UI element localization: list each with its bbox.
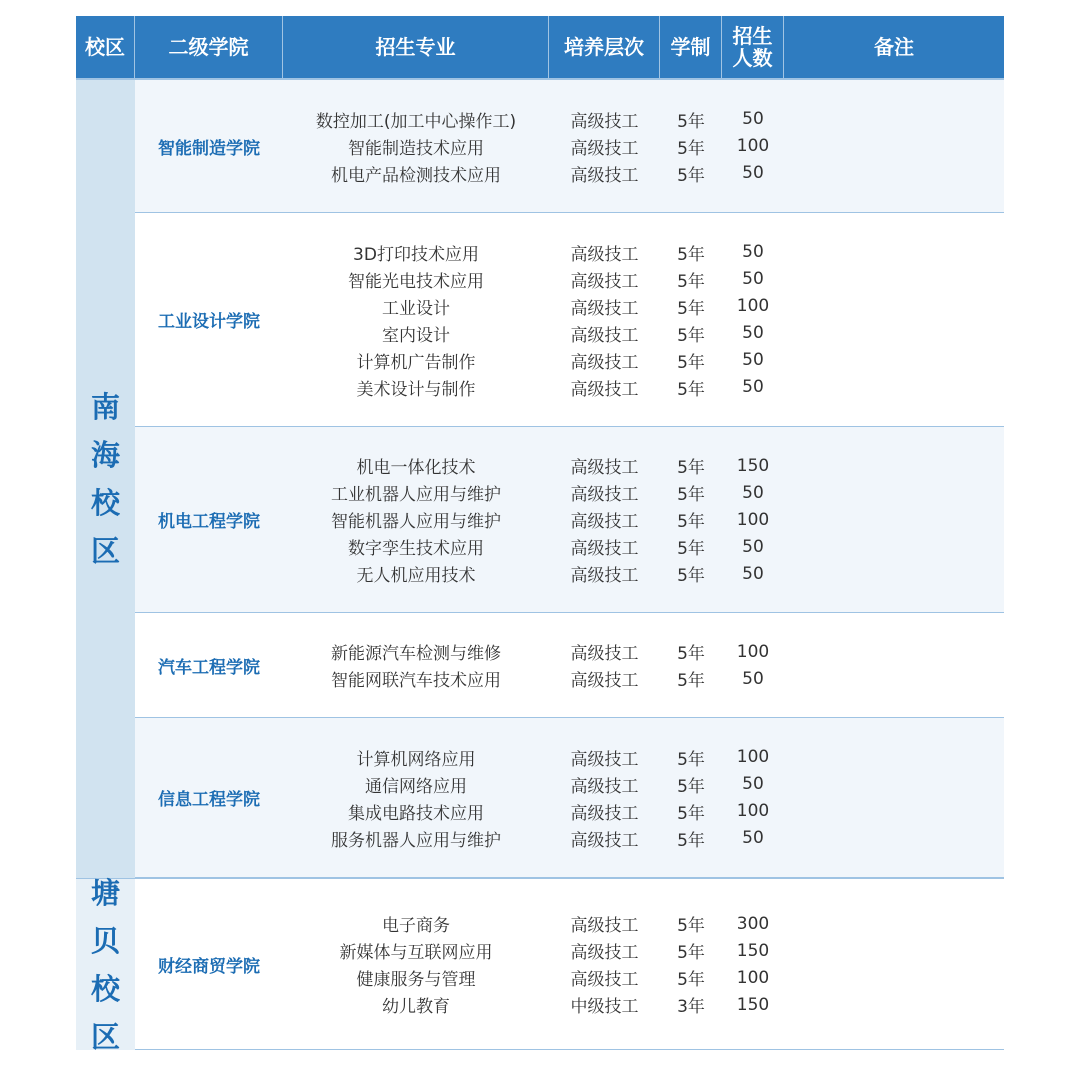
level-cell: 高级技工 [570, 970, 639, 990]
college-section [135, 427, 1004, 613]
major-list [283, 613, 1004, 717]
table-row [283, 771, 1004, 798]
count-cell: 100 [736, 136, 770, 156]
table-row [283, 479, 1004, 506]
years-cell: 5年 [677, 244, 705, 265]
level-cell: 高级技工 [570, 111, 639, 132]
count-cell: 100 [736, 801, 770, 821]
count-cell: 50 [742, 828, 764, 848]
count-cell: 50 [742, 774, 764, 794]
table-row [283, 374, 1004, 401]
level-cell: 高级技工 [570, 803, 639, 824]
major-cell: 集成电路技术应用 [348, 803, 484, 824]
level-cell: 高级技工 [570, 458, 639, 478]
level-cell: 高级技工 [570, 566, 639, 586]
major-cell: 健康服务与管理 [356, 970, 476, 990]
level-cell: 高级技工 [570, 776, 639, 797]
count-cell: 50 [742, 668, 764, 689]
level-cell: 高级技工 [570, 244, 639, 265]
table-row [283, 744, 1004, 771]
major-cell: 幼儿教育 [382, 997, 450, 1017]
count-cell: 100 [736, 641, 770, 662]
count-cell: 50 [742, 242, 764, 262]
table-row [283, 293, 1004, 320]
years-cell: 5年 [677, 485, 705, 505]
major-cell: 工业机器人应用与维护 [331, 485, 501, 505]
count-cell: 150 [736, 940, 770, 961]
years-cell: 5年 [677, 458, 705, 478]
count-cell: 50 [742, 536, 764, 557]
major-list [283, 213, 1004, 426]
table-row [283, 320, 1004, 347]
level-cell: 中级技工 [570, 997, 639, 1017]
table-row [283, 638, 1004, 665]
years-cell: 3年 [677, 997, 705, 1017]
count-cell: 50 [742, 109, 764, 129]
table-row [283, 665, 1004, 692]
header-major: 招生专业 [283, 16, 549, 78]
level-cell: 高级技工 [570, 512, 639, 532]
major-cell: 机电产品检测技术应用 [331, 165, 501, 186]
years-cell: 5年 [677, 325, 705, 346]
level-cell: 高级技工 [570, 485, 639, 505]
college-section [135, 213, 1004, 427]
table-row [283, 560, 1004, 587]
major-cell: 智能制造技术应用 [348, 138, 484, 159]
major-list [283, 80, 1004, 212]
count-cell: 150 [736, 455, 770, 476]
header-count-text: 招生人数 [732, 24, 773, 70]
table-row [283, 452, 1004, 479]
major-cell: 智能网联汽车技术应用 [331, 671, 501, 691]
header-count [722, 16, 784, 78]
table-row [283, 133, 1004, 160]
count-cell: 50 [742, 163, 764, 183]
level-cell: 高级技工 [570, 644, 639, 664]
table-row [283, 910, 1004, 937]
table-row [283, 239, 1004, 266]
table-row [283, 937, 1004, 964]
major-cell: 工业设计 [382, 298, 450, 319]
table-row [283, 266, 1004, 293]
major-cell: 美术设计与制作 [356, 379, 476, 400]
level-cell: 高级技工 [570, 379, 639, 400]
count-cell: 50 [742, 377, 764, 397]
years-cell: 5年 [677, 671, 705, 691]
major-cell: 新能源汽车检测与维修 [331, 644, 501, 664]
header-college: 二级学院 [135, 16, 283, 78]
years-cell: 5年 [677, 352, 705, 373]
years-cell: 5年 [677, 165, 705, 186]
campus-tangbei-label: 塘贝校区 [90, 875, 120, 1054]
major-cell: 室内设计 [382, 325, 450, 346]
years-cell: 5年 [677, 970, 705, 990]
major-list [283, 879, 1004, 1049]
level-cell: 高级技工 [570, 138, 639, 159]
count-cell: 150 [736, 994, 770, 1015]
major-list [283, 718, 1004, 877]
major-cell: 机电一体化技术 [356, 458, 476, 478]
campus-nanhai [76, 80, 135, 878]
header-years: 学制 [660, 16, 722, 78]
major-cell: 数控加工(加工中心操作工) [315, 111, 517, 132]
major-cell: 智能光电技术应用 [348, 271, 484, 292]
major-cell: 无人机应用技术 [356, 566, 476, 586]
count-cell: 100 [736, 967, 770, 988]
major-cell: 通信网络应用 [365, 776, 467, 797]
years-cell: 5年 [677, 539, 705, 559]
level-cell: 高级技工 [570, 298, 639, 319]
major-cell: 3D打印技术应用 [353, 244, 479, 265]
level-cell: 高级技工 [570, 165, 639, 186]
level-cell: 高级技工 [570, 671, 639, 691]
level-cell: 高级技工 [570, 271, 639, 292]
level-cell: 高级技工 [570, 749, 639, 770]
table-header [76, 16, 1004, 80]
level-cell: 高级技工 [570, 539, 639, 559]
major-cell: 智能机器人应用与维护 [331, 512, 501, 532]
major-cell: 服务机器人应用与维护 [331, 830, 501, 851]
years-cell: 5年 [677, 138, 705, 159]
years-cell: 5年 [677, 111, 705, 132]
major-list [283, 427, 1004, 612]
college-section [135, 80, 1004, 213]
level-cell: 高级技工 [570, 943, 639, 963]
major-cell: 新媒体与互联网应用 [339, 943, 493, 963]
years-cell: 5年 [677, 776, 705, 797]
header-campus: 校区 [76, 16, 135, 78]
college-name: 工业设计学院 [158, 312, 260, 332]
enrollment-table [76, 16, 1004, 1054]
count-cell: 300 [736, 913, 770, 934]
count-cell: 50 [742, 482, 764, 503]
major-cell: 计算机广告制作 [356, 352, 476, 373]
college-section [135, 878, 1004, 1050]
table-row [283, 533, 1004, 560]
table-row [283, 798, 1004, 825]
count-cell: 50 [742, 323, 764, 343]
table-row [283, 160, 1004, 187]
header-note: 备注 [874, 35, 914, 59]
years-cell: 5年 [677, 803, 705, 824]
major-cell: 数字孪生技术应用 [348, 539, 484, 559]
college-name: 信息工程学院 [158, 790, 260, 810]
years-cell: 5年 [677, 830, 705, 851]
years-cell: 5年 [677, 512, 705, 532]
count-cell: 50 [742, 350, 764, 370]
level-cell: 高级技工 [570, 830, 639, 851]
count-cell: 100 [736, 747, 770, 767]
years-cell: 5年 [677, 271, 705, 292]
years-cell: 5年 [677, 298, 705, 319]
count-cell: 100 [736, 296, 770, 316]
count-cell: 50 [742, 269, 764, 289]
major-cell: 计算机网络应用 [356, 749, 476, 770]
campus-tangbei [76, 875, 135, 1054]
years-cell: 5年 [677, 943, 705, 963]
level-cell: 高级技工 [570, 916, 639, 936]
college-section [135, 718, 1004, 878]
college-name: 机电工程学院 [158, 512, 260, 532]
campus-nanhai-label: 南海校区 [90, 390, 120, 568]
years-cell: 5年 [677, 749, 705, 770]
table-row [283, 964, 1004, 991]
years-cell: 5年 [677, 566, 705, 586]
college-name: 汽车工程学院 [158, 657, 260, 678]
college-name: 智能制造学院 [158, 138, 260, 159]
years-cell: 5年 [677, 379, 705, 400]
major-cell: 电子商务 [382, 916, 450, 936]
header-level: 培养层次 [549, 16, 660, 78]
count-cell: 100 [736, 509, 770, 530]
table-row [283, 347, 1004, 374]
level-cell: 高级技工 [570, 325, 639, 346]
count-cell: 50 [742, 563, 764, 584]
table-row [283, 506, 1004, 533]
table-row [283, 991, 1004, 1018]
table-row [283, 825, 1004, 852]
college-section [135, 613, 1004, 718]
level-cell: 高级技工 [570, 352, 639, 373]
years-cell: 5年 [677, 644, 705, 664]
college-name: 财经商贸学院 [158, 956, 260, 977]
table-row [283, 106, 1004, 133]
years-cell: 5年 [677, 916, 705, 936]
